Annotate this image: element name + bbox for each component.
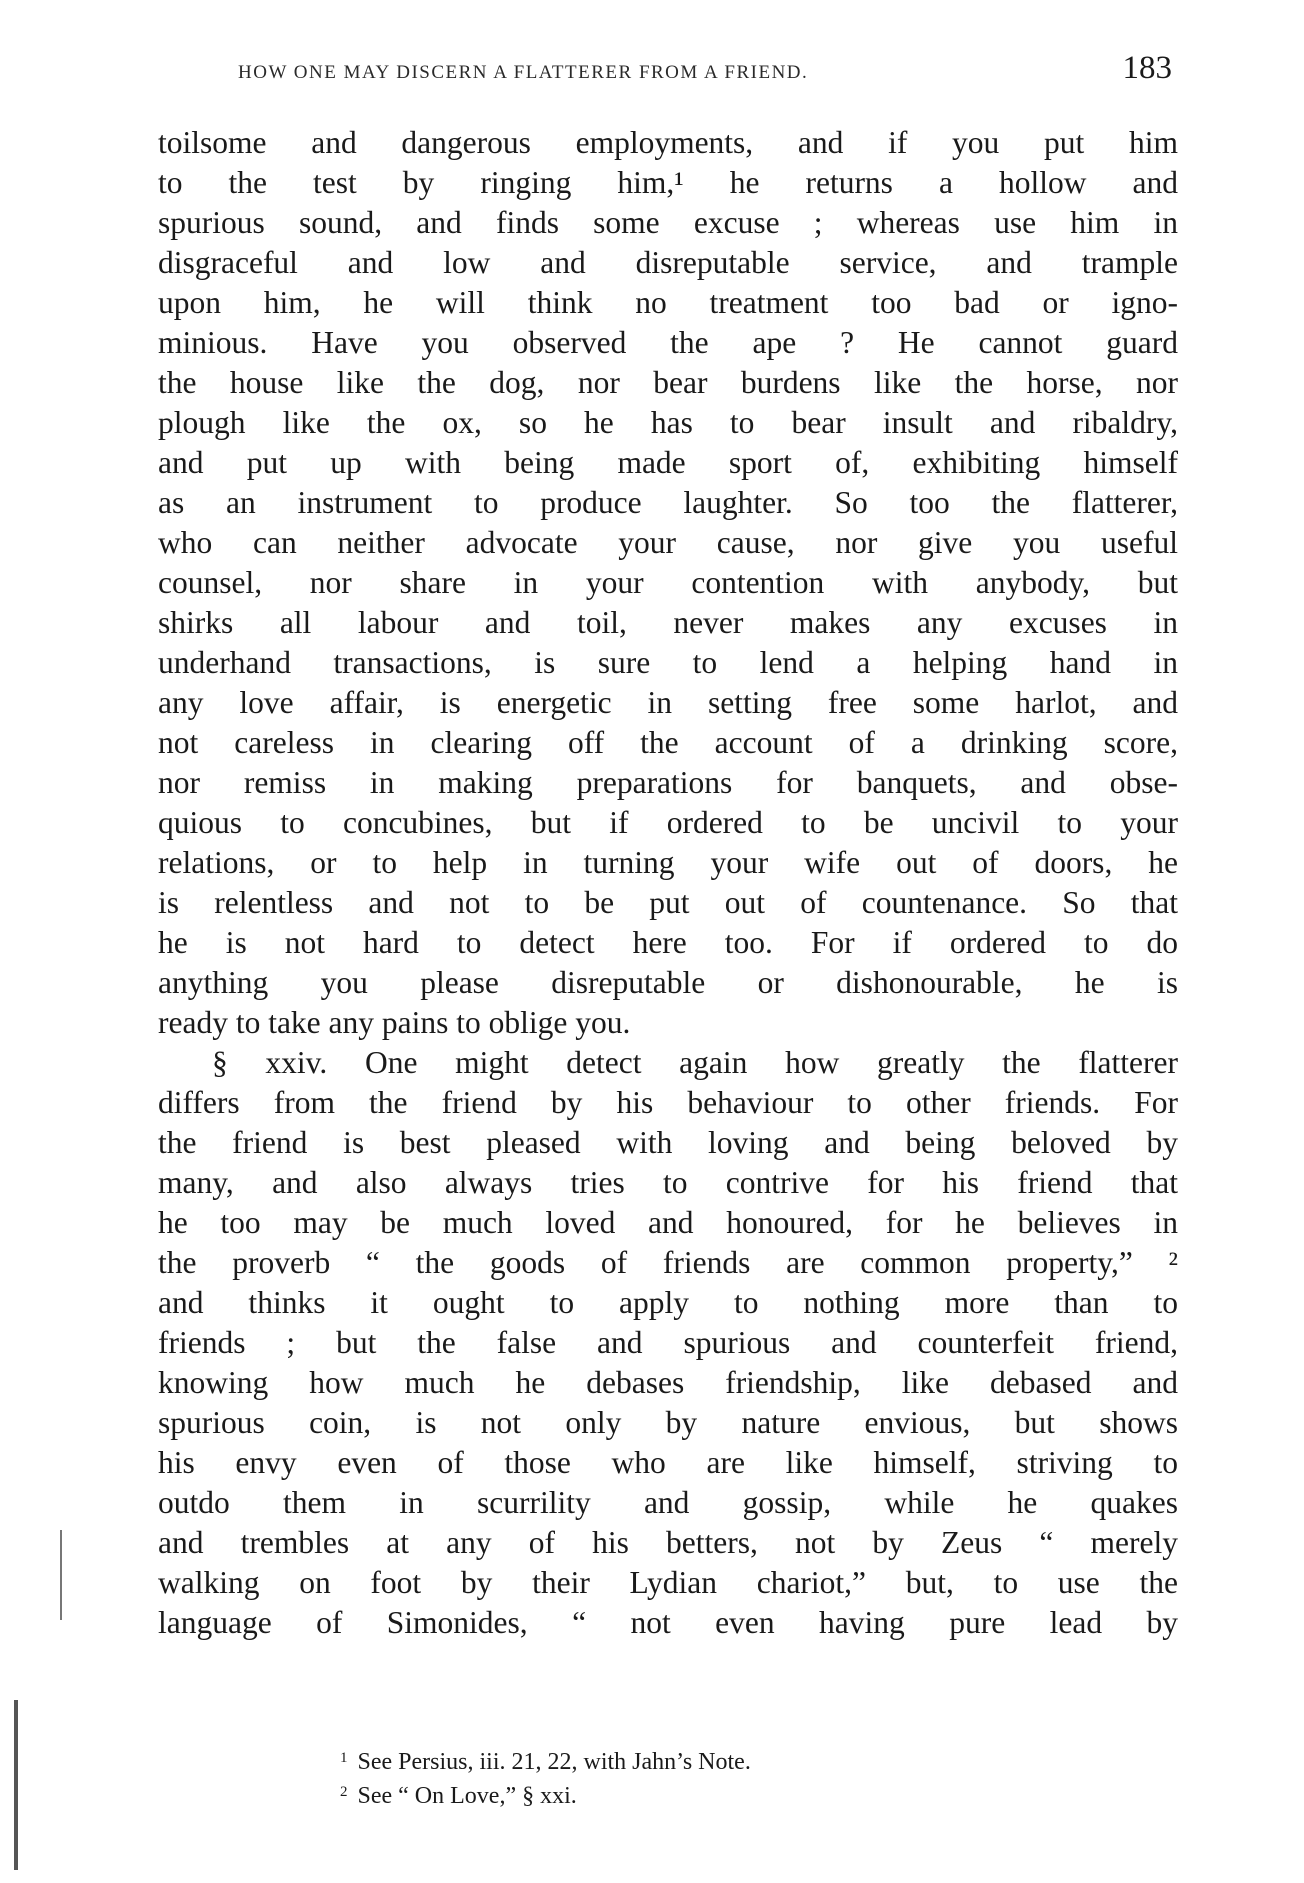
text-line: as an instrument to produce laughter. So too the flatterer, — [158, 485, 1178, 520]
text-line: is relentless and not to be put out of countenance. So that — [158, 885, 1178, 920]
body-text — [158, 123, 1178, 1643]
text-line: nor remiss in making preparations for banquets, and obse- — [158, 765, 1178, 800]
paragraph-end-line: ready to take any pains to oblige you. — [158, 1005, 631, 1040]
text-line: and put up with being made sport of, exhibiting himself — [158, 445, 1178, 480]
footnote-text: See Persius, iii. 21, 22, with Jahn’s Note. — [357, 1749, 751, 1775]
footnote-2 — [340, 1779, 751, 1813]
text-line: walking on foot by their Lydian chariot,” but, to use the — [158, 1565, 1178, 1600]
text-line: quious to concubines, but if ordered to be uncivil to your — [158, 805, 1178, 840]
footnote-marker: 1 — [340, 1750, 348, 1766]
text-line: his envy even of those who are like himself, striving to — [158, 1445, 1178, 1480]
footnote-text: See “ On Love,” § xxi. — [357, 1783, 577, 1809]
text-line: the friend is best pleased with loving and being beloved by — [158, 1125, 1178, 1160]
text-line: language of Simonides, “ not even having pure lead by — [158, 1605, 1178, 1640]
text-line: counsel, nor share in your contention with anybody, but — [158, 565, 1178, 600]
text-line: relations, or to help in turning your wife out of doors, he — [158, 845, 1178, 880]
text-line: outdo them in scurrility and gossip, while he quakes — [158, 1485, 1178, 1520]
text-line: not careless in clearing off the account of a drinking score, — [158, 725, 1178, 760]
text-line: any love affair, is energetic in setting free some harlot, and — [158, 685, 1178, 720]
text-line: spurious sound, and finds some excuse ; whereas use him in — [158, 205, 1178, 240]
text-line: many, and also always tries to contrive for his friend that — [158, 1165, 1178, 1200]
text-line: plough like the ox, so he has to bear insult and ribaldry, — [158, 405, 1178, 440]
footnotes — [340, 1745, 751, 1813]
text-line: minious. Have you observed the ape ? He cannot guard — [158, 325, 1178, 360]
scan-mark — [60, 1530, 62, 1620]
scan-mark — [14, 1700, 18, 1870]
page-number: 183 — [1122, 50, 1172, 86]
text-line: differs from the friend by his behaviour to other friends. For — [158, 1085, 1178, 1120]
text-line: to the test by ringing him,¹ he returns a hollow and — [158, 165, 1178, 200]
text-line: spurious coin, is not only by nature envious, but shows — [158, 1405, 1178, 1440]
text-line: knowing how much he debases friendship, like debased and — [158, 1365, 1178, 1400]
text-line: he too may be much loved and honoured, for he believes in — [158, 1205, 1178, 1240]
running-header — [158, 50, 1172, 94]
text-line: disgraceful and low and disreputable service, and trample — [158, 245, 1178, 280]
text-line: shirks all labour and toil, never makes any excuses in — [158, 605, 1178, 640]
text-line: the proverb “ the goods of friends are common property,” ² — [158, 1245, 1178, 1280]
text-line: toilsome and dangerous employments, and if you put him — [158, 125, 1178, 160]
section-xxiv-first-line: § xxiv. One might detect again how greatly the flatterer — [212, 1045, 1178, 1080]
footnote-marker: 2 — [340, 1784, 348, 1800]
text-line: and trembles at any of his betters, not by Zeus “ merely — [158, 1525, 1178, 1560]
text-line: and thinks it ought to apply to nothing more than to — [158, 1285, 1178, 1320]
text-line: he is not hard to detect here too. For if ordered to do — [158, 925, 1178, 960]
text-line: anything you please disreputable or dishonourable, he is — [158, 965, 1178, 1000]
footnote-1 — [340, 1745, 751, 1779]
text-line: friends ; but the false and spurious and counterfeit friend, — [158, 1325, 1178, 1360]
text-line: who can neither advocate your cause, nor give you useful — [158, 525, 1178, 560]
text-line: upon him, he will think no treatment too bad or igno- — [158, 285, 1178, 320]
running-title: HOW ONE MAY DISCERN A FLATTERER FROM A FRIEND. — [238, 62, 809, 83]
text-line: underhand transactions, is sure to lend a helping hand in — [158, 645, 1178, 680]
text-line: the house like the dog, nor bear burdens like the horse, nor — [158, 365, 1178, 400]
